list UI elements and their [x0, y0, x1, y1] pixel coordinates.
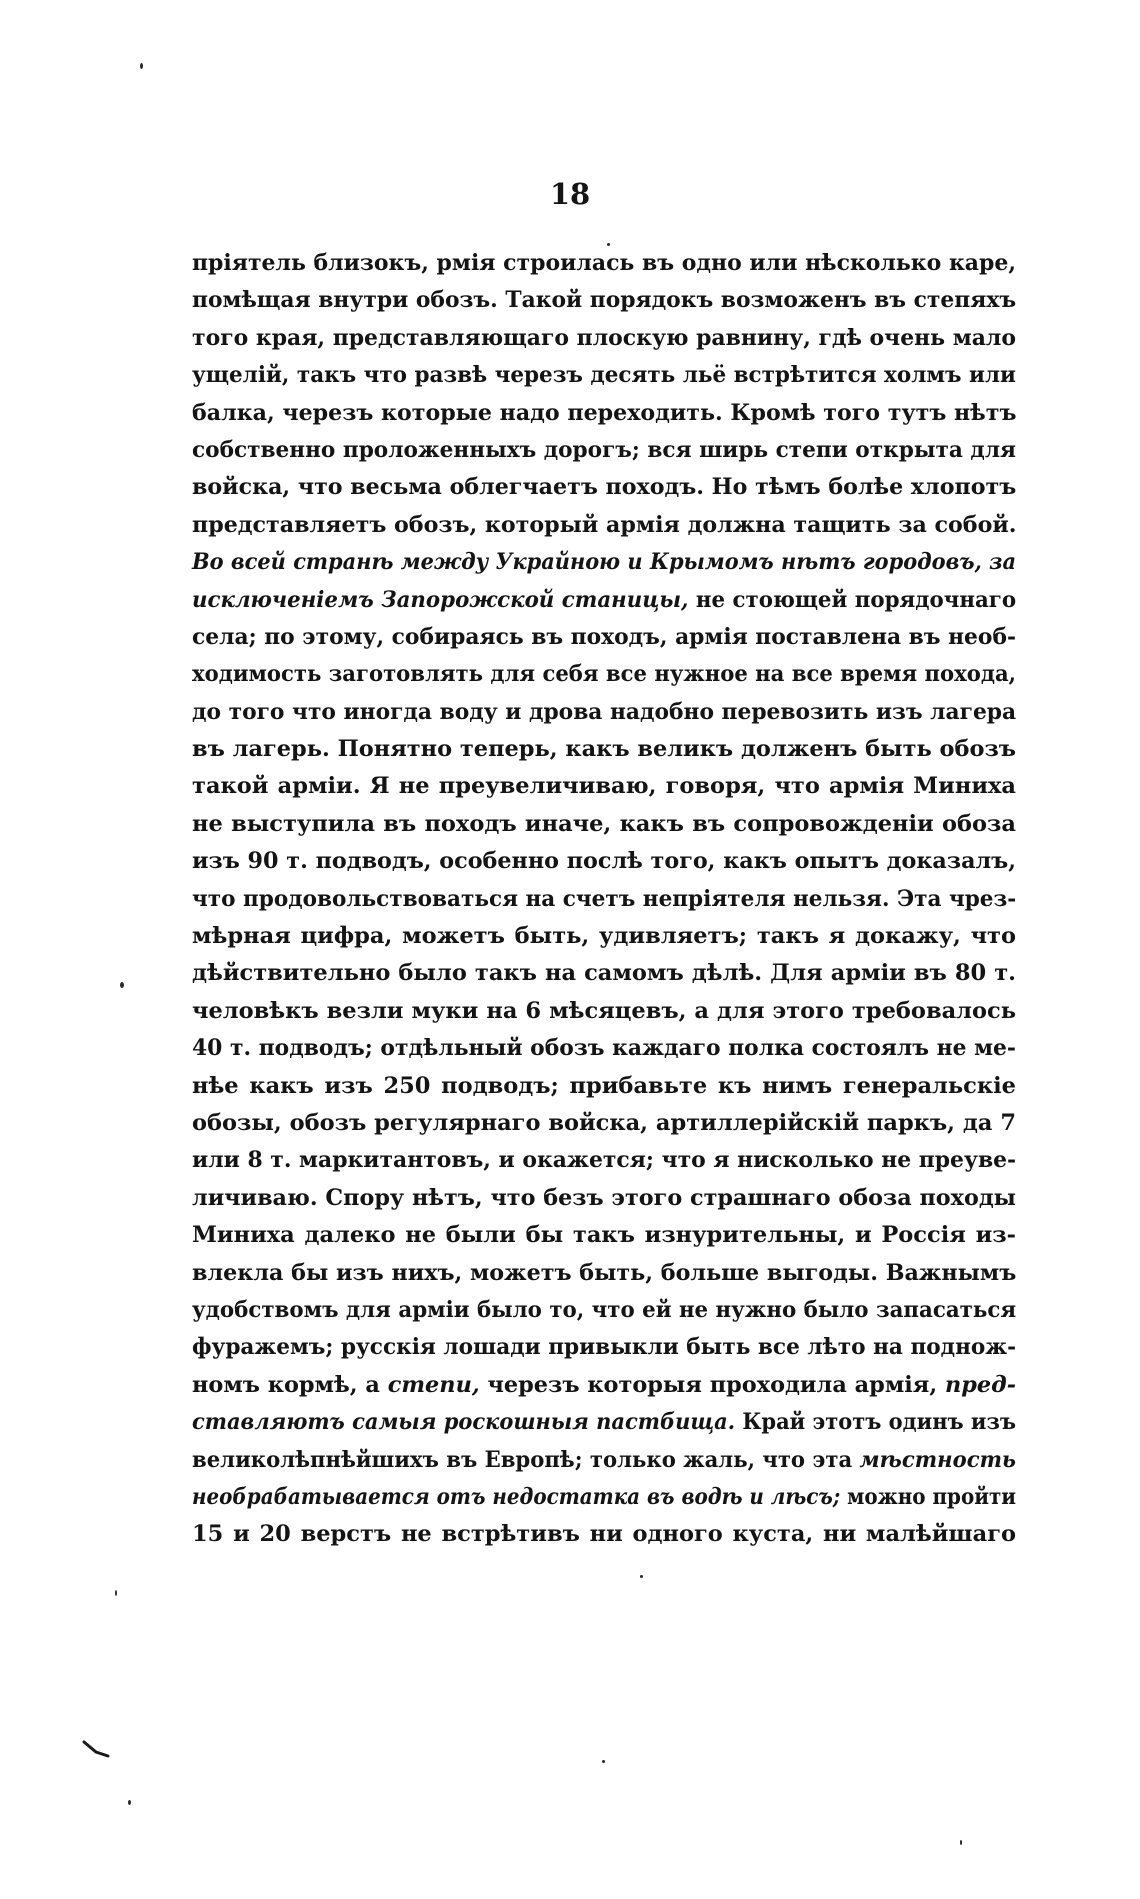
text-line [192, 245, 1016, 282]
text-line [192, 619, 1016, 656]
text-line [192, 731, 1016, 768]
text-line [192, 357, 1016, 394]
text-line [192, 1068, 1016, 1105]
italic-text: ставляютъ самыя роскошныя пастбища. [192, 1409, 736, 1436]
text-line [192, 768, 1016, 805]
italic-text: исключеніемъ Запорожской станицы, [192, 586, 689, 613]
scan-speck [960, 1840, 962, 1845]
text-line [192, 918, 1016, 955]
line-text: человѣкъ везли муки на 6 мѣсяцевъ, а для этого требовалось [192, 997, 1016, 1024]
line-text: личиваю. Спору нѣтъ, что безъ этого страшнаго обоза походы [192, 1184, 1017, 1211]
body-text [192, 245, 1016, 1554]
text-line [192, 320, 1016, 357]
line-text: удобствомъ для арміи было то, что ей не нужно было запасаться [192, 1296, 1017, 1323]
text-line [192, 1479, 1016, 1516]
line-text: балка, черезъ которые надо переходить. Кромѣ того тутъ нѣтъ [192, 399, 1017, 426]
text-line [192, 656, 1016, 693]
text-line [192, 469, 1016, 506]
text-line [192, 1367, 1016, 1404]
text-line [192, 843, 1016, 880]
text-line [192, 582, 1016, 619]
line-text: села; по этому, собираясь въ походъ, армія поставлена въ необ- [192, 623, 1017, 650]
line-text: великолѣпнѣйшихъ въ Европѣ; только жаль, что эта [192, 1446, 860, 1473]
scan-mark-icon [82, 1738, 112, 1762]
text-line [192, 955, 1016, 992]
line-text: ходимость заготовлять для себя все нужное на все время похода, [192, 661, 1017, 688]
scan-speck [607, 243, 610, 246]
line-text: такой арміи. Я не преувеличиваю, говоря, что армія Миниха [192, 773, 1016, 800]
text-line [192, 282, 1016, 319]
text-line [192, 1255, 1016, 1292]
line-text: представляетъ обозъ, который армія должна тащить за собой. [192, 511, 1017, 538]
line-text: 15 и 20 верстъ не встрѣтивъ ни одного куста, ни малѣйшаго [192, 1521, 1016, 1548]
text-line [192, 1180, 1016, 1217]
scan-speck [640, 1575, 643, 1578]
line-text: Край этотъ одинъ изъ [735, 1409, 1016, 1436]
line-text: изъ 90 т. подводъ, особенно послѣ того, какъ опытъ доказалъ, [192, 848, 1017, 875]
line-text: номъ кормѣ, а [192, 1371, 388, 1398]
text-line [192, 806, 1016, 843]
scan-speck [115, 1590, 117, 1596]
scan-speck [128, 1800, 131, 1805]
line-text: дѣйствительно было такъ на самомъ дѣлѣ. Для арміи въ 80 т. [192, 960, 1016, 987]
text-line [192, 694, 1016, 731]
scan-speck [120, 982, 124, 988]
line-text: собственно проложенныхъ дорогъ; вся ширь степи открыта для [192, 436, 1017, 463]
text-line [192, 1442, 1016, 1479]
italic-text: необрабатывается отъ недостатка въ водѣ и лѣсъ; [192, 1483, 841, 1510]
line-text: до того что иногда воду и дрова надобно перевозить изъ лагера [192, 698, 1017, 725]
text-line [192, 1030, 1016, 1067]
text-line [192, 544, 1016, 581]
line-text: того края, представляющаго плоскую равнину, гдѣ очень мало [192, 324, 1017, 351]
page-number: 18 [549, 177, 591, 211]
text-line [192, 1404, 1016, 1441]
line-text: помѣщая внутри обозъ. Такой порядокъ возможенъ въ степяхъ [192, 287, 1017, 314]
line-text: фуражемъ; русскія лошади привыкли быть все лѣто на поднож- [192, 1334, 1017, 1361]
text-line [192, 881, 1016, 918]
line-text: 40 т. подводъ; отдѣльный обозъ каждаго полка состоялъ не ме- [192, 1035, 1016, 1062]
line-text: не стоющей порядочнаго [688, 586, 1017, 613]
line-text: черезъ которыя проходила армія, [479, 1371, 945, 1398]
text-line [192, 395, 1016, 432]
scan-speck [140, 63, 143, 69]
line-text: что продовольствоваться на счетъ непріятеля нельзя. Эта чрез- [192, 885, 1017, 912]
italic-text: мѣстность [859, 1446, 1016, 1473]
line-text: влекла бы изъ нихъ, можетъ быть, больше выгоды. Важнымъ [192, 1259, 1017, 1286]
scan-speck [602, 1760, 605, 1763]
line-text: войска, что весьма облегчаетъ походъ. Но тѣмъ болѣе хлопотъ [192, 474, 1017, 501]
text-line [192, 1329, 1016, 1366]
line-text: обозы, обозъ регулярнаго войска, артиллерійскій паркъ, да 7 [192, 1109, 1016, 1136]
line-text: мѣрная цифра, можетъ быть, удивляетъ; такъ я докажу, что [192, 923, 1016, 950]
text-line [192, 993, 1016, 1030]
line-text: ущелій, такъ что развѣ черезъ десять льё встрѣтится холмъ или [192, 362, 1016, 389]
text-line [192, 1105, 1016, 1142]
line-text: или 8 т. маркитантовъ, и окажется; что я нисколько не преуве- [192, 1147, 1017, 1174]
text-line [192, 1142, 1016, 1179]
line-text: въ лагерь. Понятно теперь, какъ великъ долженъ быть обозъ [192, 736, 1017, 763]
text-line [192, 432, 1016, 469]
line-text: пріятель близокъ, рмія строилась въ одно или нѣсколько каре, [192, 250, 1016, 276]
line-text: не выступила въ походъ иначе, какъ въ сопровожденіи обоза [192, 810, 1016, 837]
italic-text: пред- [944, 1371, 1017, 1398]
line-text: Миниха далеко не были бы такъ изнурительны, и Россія из- [192, 1222, 1016, 1249]
italic-text: Во всей странѣ между Украйною и Крымомъ нѣтъ городовъ, за [192, 549, 1017, 576]
text-line [192, 1516, 1016, 1553]
line-text: нѣе какъ изъ 250 подводъ; прибавьте къ нимъ генеральскіе [192, 1072, 1016, 1099]
text-line [192, 1217, 1016, 1254]
italic-text: степи, [387, 1371, 480, 1398]
text-line [192, 507, 1016, 544]
text-line [192, 1292, 1016, 1329]
line-text: можно пройти [840, 1483, 1017, 1510]
